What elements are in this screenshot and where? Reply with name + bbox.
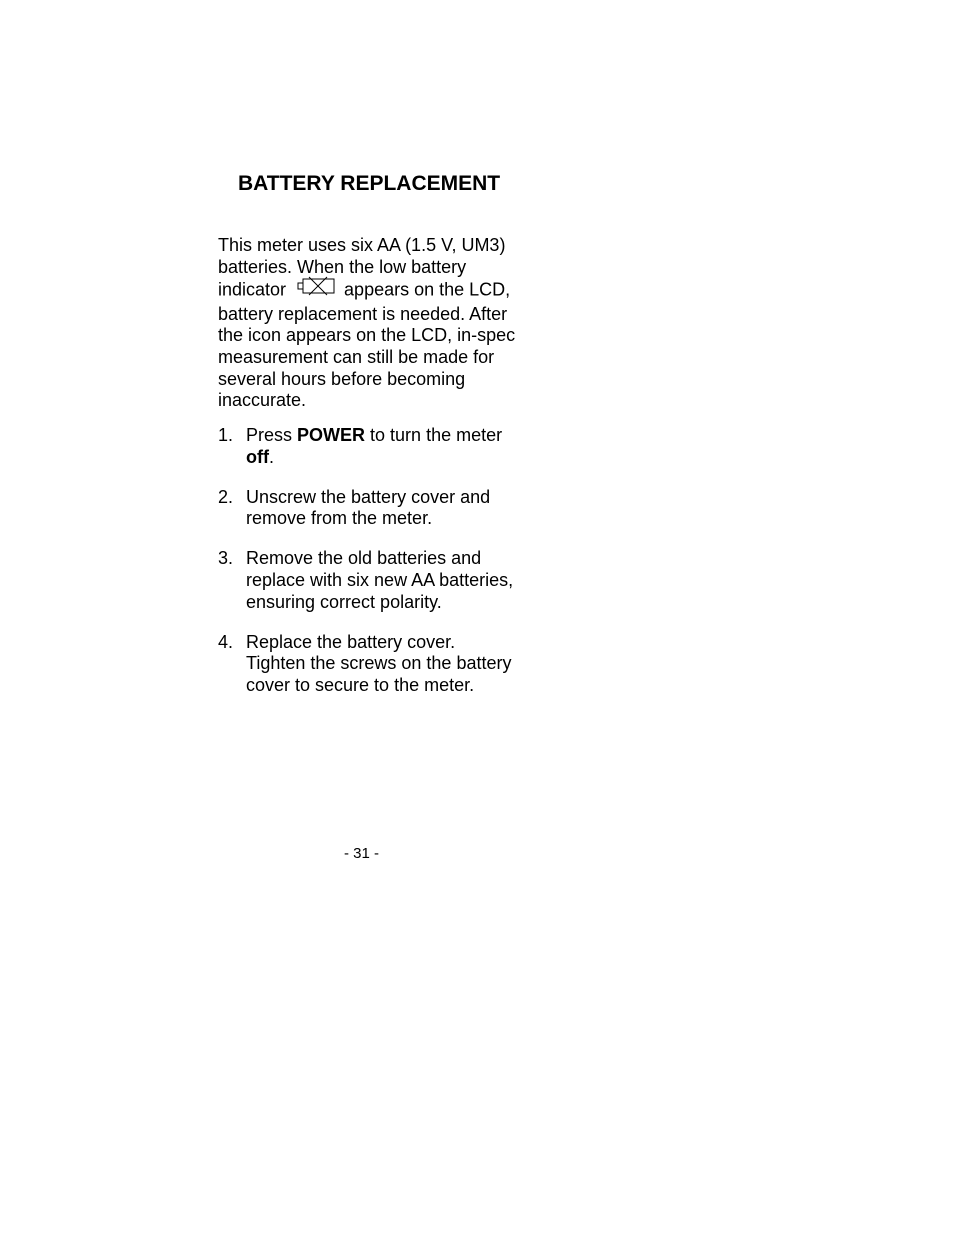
step-line: replace with six new AA batteries, — [246, 569, 514, 590]
step-line: Remove the old batteries and — [246, 548, 482, 569]
intro-line: measurement can still be made for — [218, 346, 495, 367]
step-text: to turn the meter — [365, 425, 503, 445]
low-battery-icon — [296, 276, 336, 302]
step-item — [218, 425, 548, 468]
step-text: Press — [246, 425, 298, 445]
step-item — [218, 632, 548, 697]
step-item — [218, 487, 548, 530]
step-number: 3. — [218, 548, 234, 569]
step-line: remove from the meter. — [246, 508, 433, 529]
step-line — [246, 447, 548, 469]
step-item — [218, 548, 548, 613]
off-keyword: off — [246, 446, 269, 467]
step-line: Unscrew the battery cover and — [246, 486, 491, 507]
step-number: 2. — [218, 486, 234, 507]
intro-text: appears on the LCD, — [344, 279, 511, 300]
intro-line: batteries. When the low battery — [218, 256, 467, 277]
intro-line-with-icon — [218, 278, 548, 304]
step-line: Tighten the screws on the battery — [246, 653, 512, 674]
step-line: Replace the battery cover. — [246, 631, 456, 652]
step-line: cover to secure to the meter. — [246, 674, 475, 695]
step-line — [246, 425, 548, 447]
intro-paragraph — [218, 235, 548, 412]
intro-line: inaccurate. — [218, 390, 307, 411]
page-number: - 31 - — [344, 845, 380, 862]
step-line: ensuring correct polarity. — [246, 591, 442, 612]
intro-text: indicator — [218, 279, 287, 300]
intro-line: This meter uses six AA (1.5 V, UM3) — [218, 235, 506, 255]
intro-line: the icon appears on the LCD, in-spec — [218, 325, 516, 346]
intro-line: battery replacement is needed. After — [218, 303, 508, 324]
step-number: 4. — [218, 631, 234, 652]
power-keyword: POWER — [297, 425, 366, 445]
steps-list — [218, 425, 548, 696]
step-text: . — [268, 446, 274, 467]
intro-line: several hours before becoming — [218, 368, 466, 389]
step-number: 1. — [218, 425, 234, 445]
page-title: BATTERY REPLACEMENT — [238, 172, 501, 195]
